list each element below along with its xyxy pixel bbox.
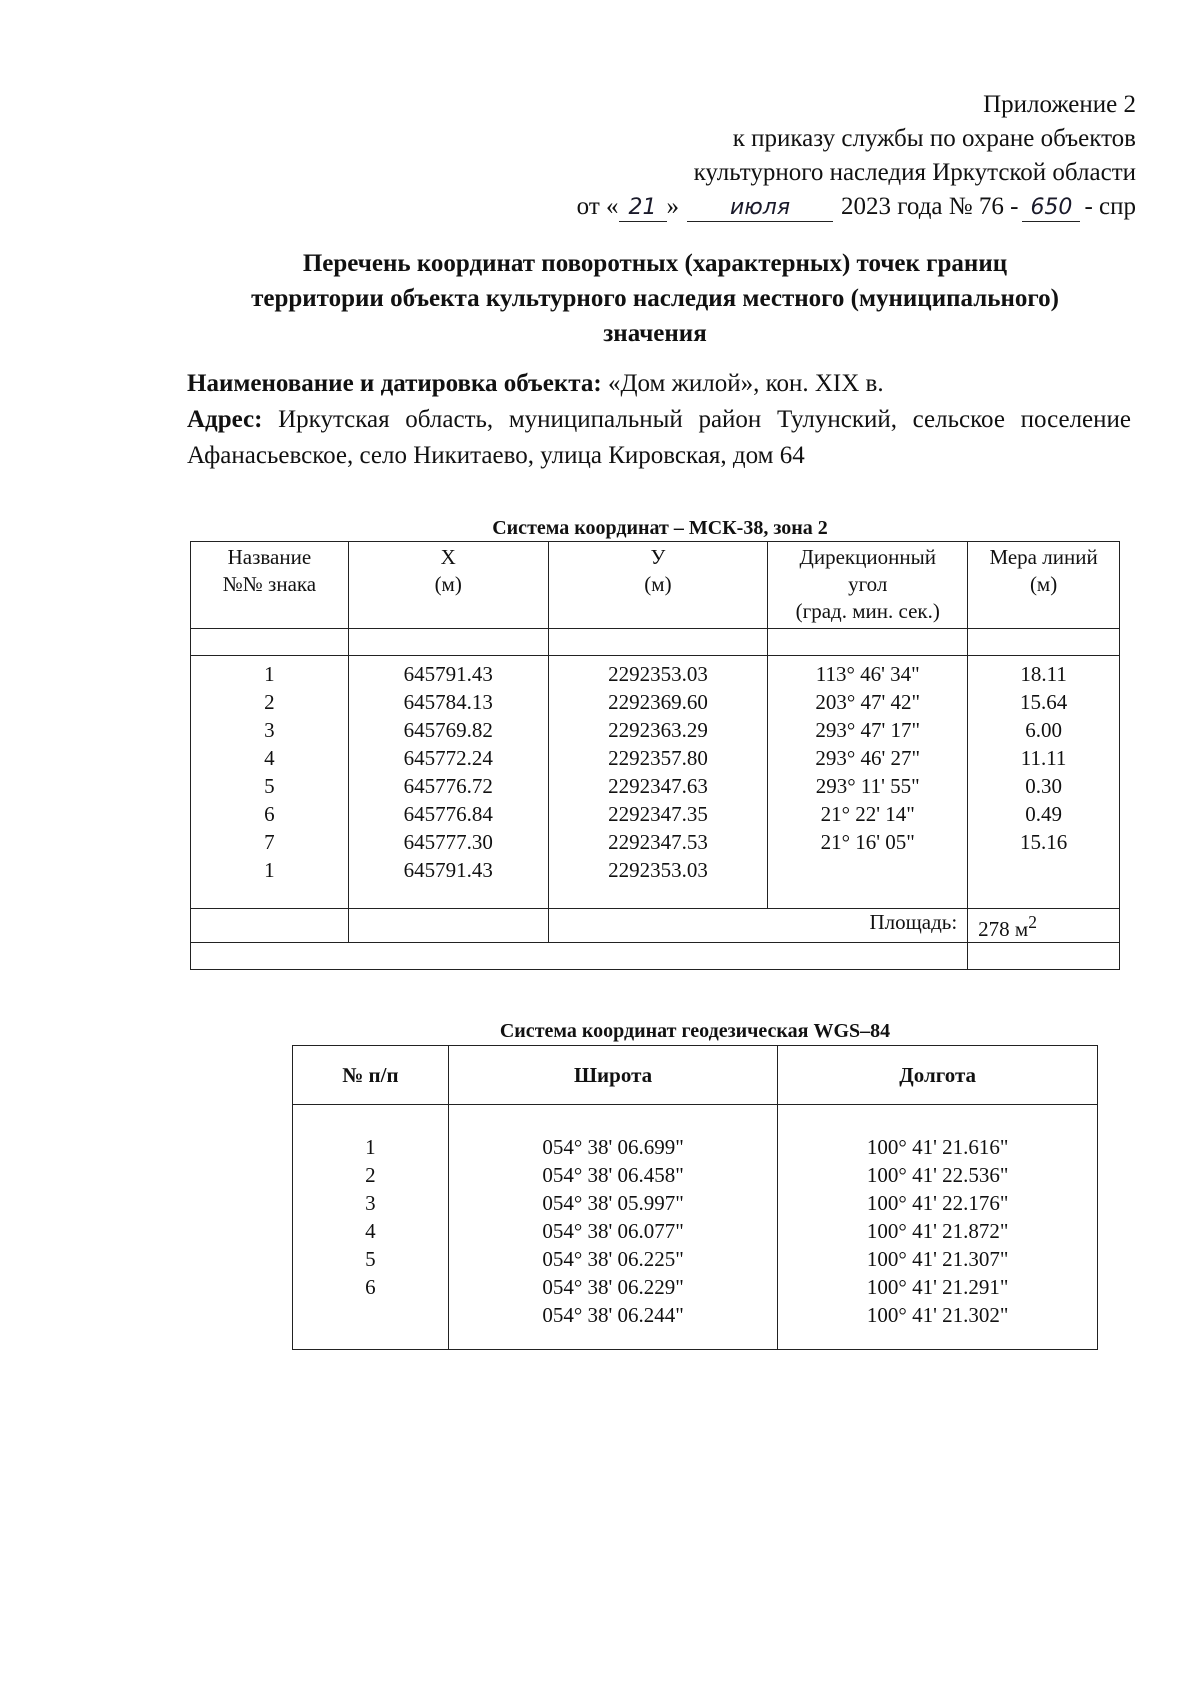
longitude-value: 100° 41' 21.872" [866,1219,1009,1243]
date-day-blank [619,194,667,222]
angle-value: 293° 11' 55" [815,774,920,798]
angle-values-cell [768,656,968,909]
object-name-label: Наименование и датировка объекта: [187,370,602,397]
authority-line: культурного наследия Иркутской области [693,159,1136,186]
col-header-num: № п/п [293,1046,449,1105]
latitude-value: 054° 38' 06.458" [542,1163,684,1187]
wgs-numbers-cell [293,1105,449,1350]
wgs-coordinates-table [292,1045,1098,1350]
x-value: 645769.82 [403,718,493,742]
object-name [187,366,1131,402]
longitude-value: 100° 41' 22.176" [866,1191,1009,1215]
area-value: 278 м [978,917,1029,941]
date-month-blank [687,194,833,222]
table-spacer-row [191,629,1120,656]
latitude-value: 054° 38' 06.229" [542,1275,684,1299]
document-title [180,246,1130,351]
point-number: 5 [264,774,275,798]
point-number: 6 [264,802,275,826]
y-values-cell [548,656,768,909]
area-value-cell [968,909,1120,943]
latitude-value: 054° 38' 06.244" [542,1303,684,1327]
x-value: 645772.24 [403,746,493,770]
longitude-values-cell [778,1105,1098,1350]
length-value: 15.16 [1019,830,1068,854]
length-value: 18.11 [1020,662,1067,686]
x-value: 645791.43 [403,662,493,686]
angle-value: 293° 47' 17" [815,718,921,742]
point-number: 2 [264,690,275,714]
wgs-number: 6 [365,1275,376,1299]
table-row [191,656,1120,909]
title-line-1: Перечень координат поворотных (характерных) точек границ [302,250,1008,277]
point-number: 4 [264,746,275,770]
date-month: июля [729,195,791,220]
x-values-cell [348,656,548,909]
order-number-blank [1022,194,1080,222]
y-value: 2292353.03 [608,662,708,686]
x-value: 645777.30 [403,830,493,854]
object-address-value: Иркутская область, муниципальный район Тулунский, сельское поселение Афанасьевское, село Никитаево, улица Кировская, дом 64 [187,406,1131,469]
longitude-value: 100° 41' 21.616" [866,1135,1009,1159]
length-values-cell [968,656,1120,909]
col-header-angle: Дирекционный угол (град. мин. сек.) [768,542,968,629]
wgs-number: 3 [365,1191,376,1215]
x-value: 645776.72 [403,774,493,798]
wgs-header-row [293,1046,1098,1105]
wgs-table-caption: Система координат геодезическая WGS–84 [499,1020,891,1042]
col-header-lat: Широта [448,1046,778,1105]
length-value: 11.11 [1020,746,1067,770]
y-value: 2292357.80 [608,746,708,770]
length-value: 6.00 [1025,718,1062,742]
latitude-value: 054° 38' 05.997" [542,1191,684,1215]
length-value: 15.64 [1019,690,1068,714]
object-address-label: Адрес: [187,406,263,433]
col-header-name: Название №№ знака [191,542,349,629]
area-label: Площадь: [548,909,968,943]
point-number: 7 [264,830,275,854]
msk-table-caption: Система координат – МСК-38, зона 2 [492,517,828,539]
angle-value: 203° 47' 42" [815,690,921,714]
object-name-value: «Дом жилой», кон. XIX в. [607,370,884,397]
title-line-3: значения [603,320,707,347]
area-unit-sup: 2 [1028,912,1037,932]
title-line-2: территории объекта культурного наследия местного (муниципального) [251,285,1059,312]
length-value: 0.30 [1025,774,1062,798]
point-number: 1 [264,858,275,882]
col-header-y: У (м) [548,542,768,629]
y-value: 2292347.63 [608,774,708,798]
point-numbers-cell [191,656,349,909]
col-header-lon: Долгота [778,1046,1098,1105]
object-info [187,366,1131,474]
point-number: 3 [264,718,275,742]
longitude-value: 100° 41' 21.307" [866,1247,1009,1271]
appendix-header [577,88,1136,224]
table-row [293,1105,1098,1350]
col-header-x: X (м) [348,542,548,629]
order-line: к приказу службы по охране объектов [732,125,1136,152]
longitude-value: 100° 41' 21.291" [866,1275,1009,1299]
wgs-number: 2 [365,1163,376,1187]
y-value: 2292347.35 [608,802,708,826]
latitude-value: 054° 38' 06.225" [542,1247,684,1271]
col-header-length: Мера линий (м) [968,542,1120,629]
latitude-values-cell [448,1105,778,1350]
order-date-line [577,190,1136,224]
length-value: 0.49 [1025,802,1062,826]
msk-coordinates-table [190,541,1120,970]
x-value: 645791.43 [403,858,493,882]
wgs-number: 4 [365,1219,376,1243]
x-value: 645784.13 [403,690,493,714]
angle-value: 21° 16' 05" [820,830,915,854]
date-year: 2023 года № 76 - [841,193,1019,220]
date-day: 21 [628,195,657,220]
y-value: 2292347.53 [608,830,708,854]
wgs-number: 1 [365,1135,376,1159]
msk-header-row [191,542,1120,629]
angle-value: 293° 46' 27" [815,746,921,770]
y-value: 2292363.29 [608,718,708,742]
order-suffix: - спр [1084,193,1136,220]
y-value: 2292369.60 [608,690,708,714]
longitude-value: 100° 41' 22.536" [866,1163,1009,1187]
angle-value: 21° 22' 14" [820,802,915,826]
area-row [191,909,1120,943]
object-address [187,402,1131,474]
angle-value: 113° 46' 34" [815,662,920,686]
order-number: 650 [1030,195,1073,220]
x-value: 645776.84 [403,802,493,826]
longitude-value: 100° 41' 21.302" [866,1303,1009,1327]
latitude-value: 054° 38' 06.077" [542,1219,684,1243]
wgs-number: 5 [365,1247,376,1271]
appendix-title: Приложение 2 [983,91,1136,118]
y-value: 2292353.03 [608,858,708,882]
date-mid: » [666,193,680,220]
point-number: 1 [264,662,275,686]
latitude-value: 054° 38' 06.699" [542,1135,684,1159]
table-empty-row [191,943,1120,970]
date-prefix: от « [576,193,619,220]
